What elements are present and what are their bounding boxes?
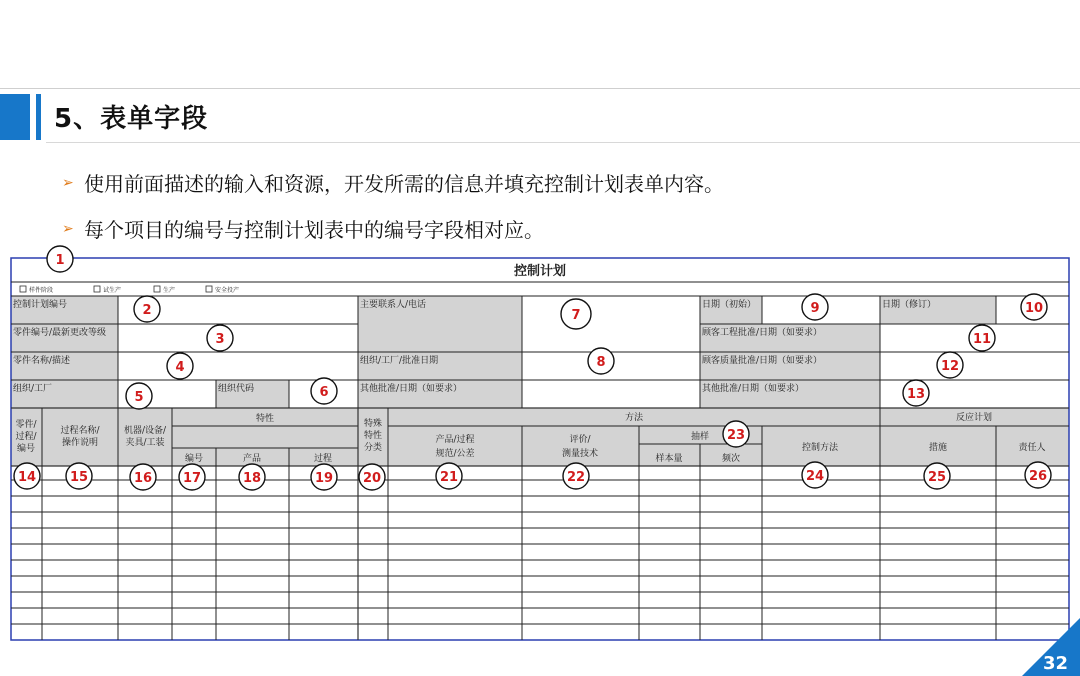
marker-number: 13 — [906, 387, 926, 402]
label-customer-engineering: 顾客工程批准/日期（如要求） — [702, 328, 823, 338]
label-org: 组织/工厂 — [13, 384, 53, 394]
header-special-char-2: 特性 — [363, 431, 383, 441]
top-divider — [0, 88, 1080, 89]
marker-number: 15 — [69, 470, 89, 485]
bullet-1-text: 使用前面描述的输入和资源，开发所需的信息并填充控制计划表单内容。 — [84, 172, 724, 196]
marker-number: 8 — [596, 355, 606, 370]
stage-label: 试生产 — [103, 287, 122, 294]
marker-number: 3 — [215, 332, 225, 347]
label-org-code: 组织代码 — [218, 384, 255, 394]
page-number: 32 — [1042, 653, 1068, 674]
label-other-approval: 其他批准/日期（如要求） — [360, 384, 463, 394]
label-org-approval: 组织/工厂/批准日期 — [360, 356, 439, 366]
header-owner: 责任人 — [1018, 443, 1046, 453]
stage-label: 样件阶段 — [29, 287, 54, 294]
marker-number: 4 — [175, 360, 185, 375]
label-other-approval-2: 其他批准/日期（如要求） — [702, 384, 805, 394]
bullet-2 — [62, 214, 544, 243]
header-spec-2: 规范/公差 — [435, 449, 475, 459]
grey-header-row — [11, 408, 1069, 466]
header-frequency: 频次 — [721, 454, 741, 464]
header-methods: 方法 — [624, 413, 644, 423]
marker-number: 2 — [142, 303, 152, 318]
marker-number: 18 — [242, 471, 262, 486]
label-date-original: 日期（初始） — [702, 300, 757, 310]
arrow-bullet-icon: ➢ — [62, 220, 74, 237]
header-special-char-3: 分类 — [363, 443, 383, 453]
checkbox-safe-launch[interactable] — [206, 286, 212, 292]
header-machine-1: 机器/设备/ — [123, 426, 167, 436]
marker-number: 6 — [319, 385, 329, 400]
marker-number: 1 — [55, 253, 65, 268]
label-date-revised: 日期（修订） — [882, 300, 937, 310]
marker-number: 12 — [940, 359, 960, 374]
header-part-process-no-3: 编号 — [16, 444, 36, 454]
marker-number: 24 — [805, 469, 825, 484]
bullet-1 — [62, 168, 724, 197]
header-eval-2: 测量技术 — [561, 449, 599, 459]
marker-number: 14 — [17, 470, 37, 485]
marker-number: 25 — [927, 470, 947, 485]
header-process-name-1: 过程名称/ — [60, 426, 100, 436]
label-part-no: 零件编号/最新更改等级 — [13, 328, 107, 338]
header-process: 过程 — [313, 454, 333, 464]
checkbox-production[interactable] — [154, 286, 160, 292]
header-machine-2: 夹具/工装 — [125, 438, 165, 448]
form-title: 控制计划 — [513, 264, 567, 279]
slide-title: 5、表单字段 — [54, 104, 209, 134]
header-measures: 措施 — [928, 443, 948, 453]
marker-number: 22 — [566, 470, 586, 485]
marker-number: 9 — [810, 301, 820, 316]
title-accent-stripe — [36, 94, 41, 140]
marker-number: 23 — [726, 428, 746, 443]
stage-label: 生产 — [163, 287, 176, 294]
header-sample-size: 样本量 — [655, 454, 683, 464]
header-sample: 抽样 — [690, 432, 710, 442]
label-customer-quality: 顾客质量批准/日期（如要求） — [702, 356, 823, 366]
marker-number: 19 — [314, 471, 334, 486]
header-spec-1: 产品/过程 — [435, 435, 475, 445]
header-special-char-1: 特殊 — [363, 419, 383, 429]
bullet-2-text: 每个项目的编号与控制计划表中的编号字段相对应。 — [84, 218, 544, 242]
label-plan-no: 控制计划编号 — [13, 300, 68, 310]
marker-number: 26 — [1028, 469, 1048, 484]
header-characteristics: 特性 — [255, 414, 275, 424]
header-product: 产品 — [242, 454, 262, 464]
stage-checkboxes — [20, 286, 239, 294]
header-char-no: 编号 — [184, 454, 204, 464]
marker-number: 11 — [972, 332, 992, 347]
header-process-name-2: 操作说明 — [61, 438, 99, 448]
label-part-name: 零件名称/描述 — [13, 356, 71, 366]
header-reaction-plan: 反应计划 — [955, 413, 993, 423]
marker-number: 21 — [439, 470, 459, 485]
marker-number: 10 — [1024, 301, 1044, 316]
body-rows — [11, 480, 1069, 624]
checkbox-prototype[interactable] — [20, 286, 26, 292]
header-part-process-no-1: 零件/ — [15, 420, 37, 430]
checkbox-prelaunch[interactable] — [94, 286, 100, 292]
arrow-bullet-icon: ➢ — [62, 174, 74, 191]
marker-number: 7 — [571, 308, 581, 323]
header-part-process-no-2: 过程/ — [15, 432, 37, 442]
header-control-method: 控制方法 — [801, 443, 839, 453]
title-underline — [46, 142, 1080, 143]
label-contact: 主要联系人/电话 — [360, 300, 427, 310]
control-plan-form — [0, 240, 1080, 650]
title-accent-bar — [0, 94, 30, 140]
header-eval-1: 评价/ — [569, 435, 591, 445]
marker-number: 16 — [133, 471, 153, 486]
marker-number: 5 — [134, 390, 144, 405]
marker-number: 20 — [362, 471, 382, 486]
stage-label: 安全投产 — [215, 287, 240, 294]
marker-number: 17 — [182, 471, 202, 486]
